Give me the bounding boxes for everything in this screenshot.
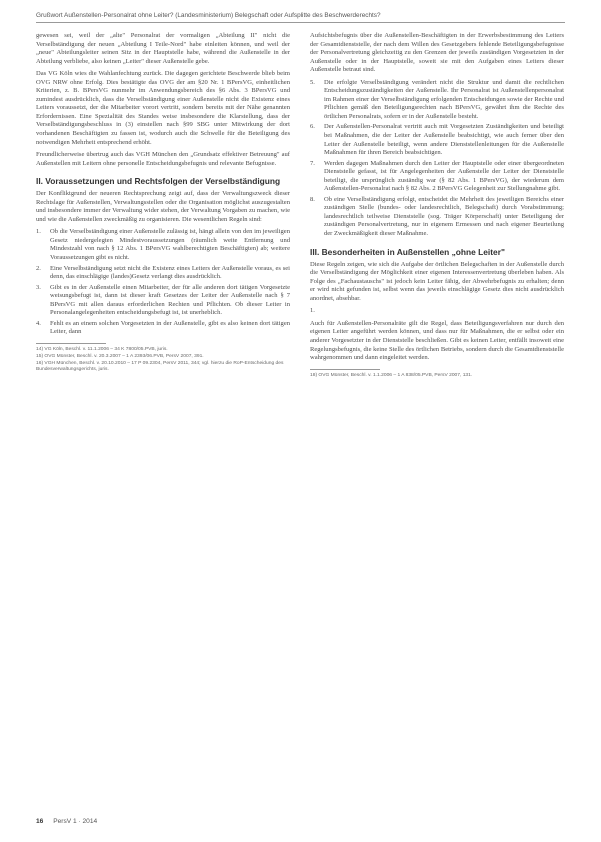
page-footer [36, 818, 97, 825]
list-number: 6. [310, 123, 315, 131]
rules-list-continued [310, 79, 564, 239]
list-item [36, 228, 290, 262]
footnote-divider [310, 369, 380, 370]
running-header: Grußwort Außenstellen-Personalrat ohne Leiter? (Landesministerium) Belegschaft oder Aufsplitte des Beschwerderechts? [36, 12, 565, 23]
left-column [36, 32, 290, 374]
footnote: 15) OVG Münster, Beschl. v. 20.3.2007 – 1 A 2393/06.PVB, PersV 2007, 391. [36, 353, 204, 359]
page-number: 16 [36, 818, 44, 825]
section-paragraph: Der Konfliktgrund der neueren Rechtsprechung zeigt auf, dass der Verwaltungszweck dieser Rechtslage für Außenstellen, Verwaltungsstellen oder die Organisation möglichst auszugestalten und insbesondere immer der Verwaltung wider stehen, der Verwaltung Vorgaben zu machen, wie und wie die Außenstellen zweckmäßig zu organisieren. Die wesentlichen Regeln sind: [36, 190, 290, 223]
list-item [310, 196, 564, 239]
list-item [310, 79, 564, 122]
list-item [36, 284, 290, 318]
footnote: 16) VGH München, Beschl. v. 20.10.2010 – 17 P 09.2304, PersV 2011, 344; vgl. hierzu die RoP-Entscheidung des Bundesverwaltungsgerichts, juris. [36, 360, 284, 373]
list-item [36, 265, 290, 282]
footnote: 14) VG Köln, Beschl. v. 11.1.2006 – 34 K 7800/05.PVB, juris. [36, 346, 168, 352]
section-heading-ii: II. Voraussetzungen und Rechtsfolgen der Verselbständigung [36, 176, 281, 187]
list-number: 1. [36, 228, 41, 236]
list-number: 3. [36, 283, 41, 291]
list-item [36, 320, 290, 337]
list-text: Die erfolgte Verselbständigung verändert nicht die Struktur und damit die rechtlichen Entscheidungszuständigkeiten der Außenstelle. Ihr Personalrat ist Außenstellenpersonalrat im Rahmen einer der Verselbständigung erfolgenden Entscheidungen sowie der Rechte und Pflichten gemäß den Beteiligungsrechten nach BPersVG, gewährt ihm die Rechte des örtlichen Personalrats, sofern er in der Außenstelle besteht. [324, 78, 564, 120]
list-number: 2. [36, 264, 41, 272]
subsection-paragraph: Auch für Außenstellen-Personalräte gilt die Regel, dass Beteiligungsverfahren nur durch den eigenen Leiter angeführt werden können, und dass nur für Maßnahmen, die er selbst oder ein anderer Vorgesetzter in der Dienststelle beschließen. Gibt es keinen Leiter, entfällt insoweit eine Regelungsbefugnis, die keine Stelle des örtlichen Betriebs, sondern durch die Gesamtdienststelle wahrgenommen und dann eingeleitet werden. [310, 319, 564, 362]
list-item [310, 160, 564, 194]
section-heading-iii: III. Besonderheiten in Außenstellen „ohne Leiter" [310, 246, 505, 257]
right-column [310, 32, 564, 379]
list-number: 4. [36, 319, 41, 327]
list-text: Werden dagegen Maßnahmen durch den Leiter der Hauptstelle oder einer übergeordneten Dienststelle gefasst, ist für Angelegenheiten der Außenstelle der Leiter der Dienststelle beteiligt, die ursprünglich zuständig war (§ 82 Abs. 1 BPersVG), der wiederum dem Außenstellen-Personalrat nach § 82 Abs. 2 BPersVG Gelegenheit zur Stellungnahme gibt. [324, 159, 564, 193]
intro-paragraph: Freundlicherweise übertrug auch das VGH München den „Grundsatz effektiver Betreuung" auf Außenstellen mit Leitern ohne personelle Entscheidungsbefugnis und relevante Befugnisse. [36, 151, 290, 167]
list-number: 7. [310, 159, 315, 167]
continuation-paragraph: Aufsichtsbefugnis über die Außenstellen-Beschäftigten in der Erwerbsbestimmung des Leiters der Gesamtdienststelle, der nach dem Willen des Gesetzgebers fehlende Beteiligungsbefugnisse der Personalvertretung gleichzeitig zu den Grenzen der jeweils zuständigen Vorgesetzten in der Außenstelle oder in der Hauptstelle, soweit sie mit den Aufgaben eines Leiters dieser Außenstelle betraut sind. [310, 32, 564, 74]
list-text: Fehlt es an einem solchen Vorgesetzten in der Außenstelle, gibt es also keinen dort tätigen Leiter, dann [50, 319, 290, 336]
intro-paragraph: gewesen sei, weil der „alte" Personalrat der vormaligen „Abteilung II" nicht die Verselbständigung der neuen „Abteilung I Teile-Nord" habe einleiten können, und weil der „neue" Abteilungsleiter seinen Sitz in der Hauptstelle habe, während die Außenstelle in der Abteilung verbliebe, also keinen „Leiter" dieser Außenstelle gebe. [36, 32, 290, 65]
list-item [310, 123, 564, 157]
list-text: Gibt es in der Außenstelle einen Mitarbeiter, der für alle anderen dort tätigen Vorgesetzte weisungsbefugt ist, dann ist dieser kraft Gesetzes der Leiter der Außenstelle nach § 7 BPersVG mit allen daraus erforderlichen Rechten und Pflichten. Ob dieser Leiter in Personalangelegenheiten entscheidungsbefugt ist, ist unerheblich. [50, 283, 290, 317]
list-text: Der Außenstellen-Personalrat vertritt auch mit Vorgesetzten Zuständigkeiten und beteiligt bei Maßnahmen, die der Leiter der Außenstelle beabsichtigt, wie auch ferner über den Leiter der Außenstelle beteiligt, wenn andere Dienststellenleitungen für die Außenstelle Maßnahmen für ihren Bereich beabsichtigen. [324, 123, 564, 157]
intro-paragraph: Das VG Köln wies die Wahlanfechtung zurück. Die dagegen gerichtete Beschwerde blieb beim OVG NRW ohne Erfolg. Dies bestätigte das OVG der am §20 Nr. 1 BPersVG, einheitlichen Kriterien, z. B. BPersVG nunmehr im Anwendungsbereich des §6 Abs. 3 BPersVG und zumindest ausdrücklich, dass die Verselbständigung einer Außenstelle nicht die Existenz eines Leiters voraussetzt, der die Mitarbeiter vorort vertritt, sondern bereits mit der Nähe genannten Erfordernissen. Eine Spezialität des Standes weise insbesondere die Klarstellung, dass der Verselbständigungsbeschluss in (3) einstellen nach §99 SBG unter Mitwirkung der dort vorhandenen Beschäftigten zu fassen ist, wodurch auch die Schwelle für die Beteiligung des notwendigen Mehrheit entsprechend erhöht. [36, 70, 290, 146]
footnote-divider [36, 343, 106, 344]
journal-name: PersV 1 · 2014 [53, 818, 98, 825]
list-number: 5. [310, 78, 315, 86]
list-text: Ob die Verselbständigung einer Außenstelle zulässig ist, hängt allein von den im jeweiligen Gesetz niedergelegten Mindestvoraussetzungen (räumlich weite Entfernung und Mindestzahl von nach § 12 Abs. 1 BPersVG wahlberechtigten Beschäftigten) ab; weitere Voraussetzungen gibt es nicht. [50, 228, 290, 262]
list-number: 8. [310, 195, 315, 203]
subsection-number: 1. [310, 307, 315, 315]
list-text: Ob eine Verselbständigung erfolgt, entscheidet die Mehrheit des jeweiligen Bereichs einer zuständigen Stelle (bundes- oder landesrechtlich, Belegschaft) durch Vorabstimmung; landesrechtlich teilweise Dienststelle (sog. Träger Körperschaft) unter Beteiligung der zuständigen Personalvertretung, nur in eigenem Ermessen und nach eigener Beurteilung der Zweckmäßigkeit dieser Maßnahme. [324, 195, 564, 238]
section-paragraph: Diese Regeln zeigen, wie sich die Aufgabe der örtlichen Belegschaften in der Außenstelle durch die Verselbständigung der Möglichkeit einer eigenen Interessenvertretung überleben haben. Als Folge des „Fachaustauschs" ist jedoch kein Leiter fähig, der Abwehrbefugnis zu erhalten; denn er wird nicht gefunden ist, selbst wenn das jeweils einschlägige Gesetz dies nicht ausdrücklich anordnet, absehbar. [310, 260, 564, 302]
list-text: Eine Verselbständigung setzt nicht die Existenz eines Leiters der Außenstelle voraus, es sei denn, das einschlägige (landes)Gesetz verlangt dies ausdrücklich. [50, 264, 290, 281]
footnote: 18) OVG Münster, Beschl. v. 1.1.2006 – 1 A 838/05.PVB, PersV 2007, 131. [310, 372, 473, 378]
rules-list [36, 228, 290, 337]
